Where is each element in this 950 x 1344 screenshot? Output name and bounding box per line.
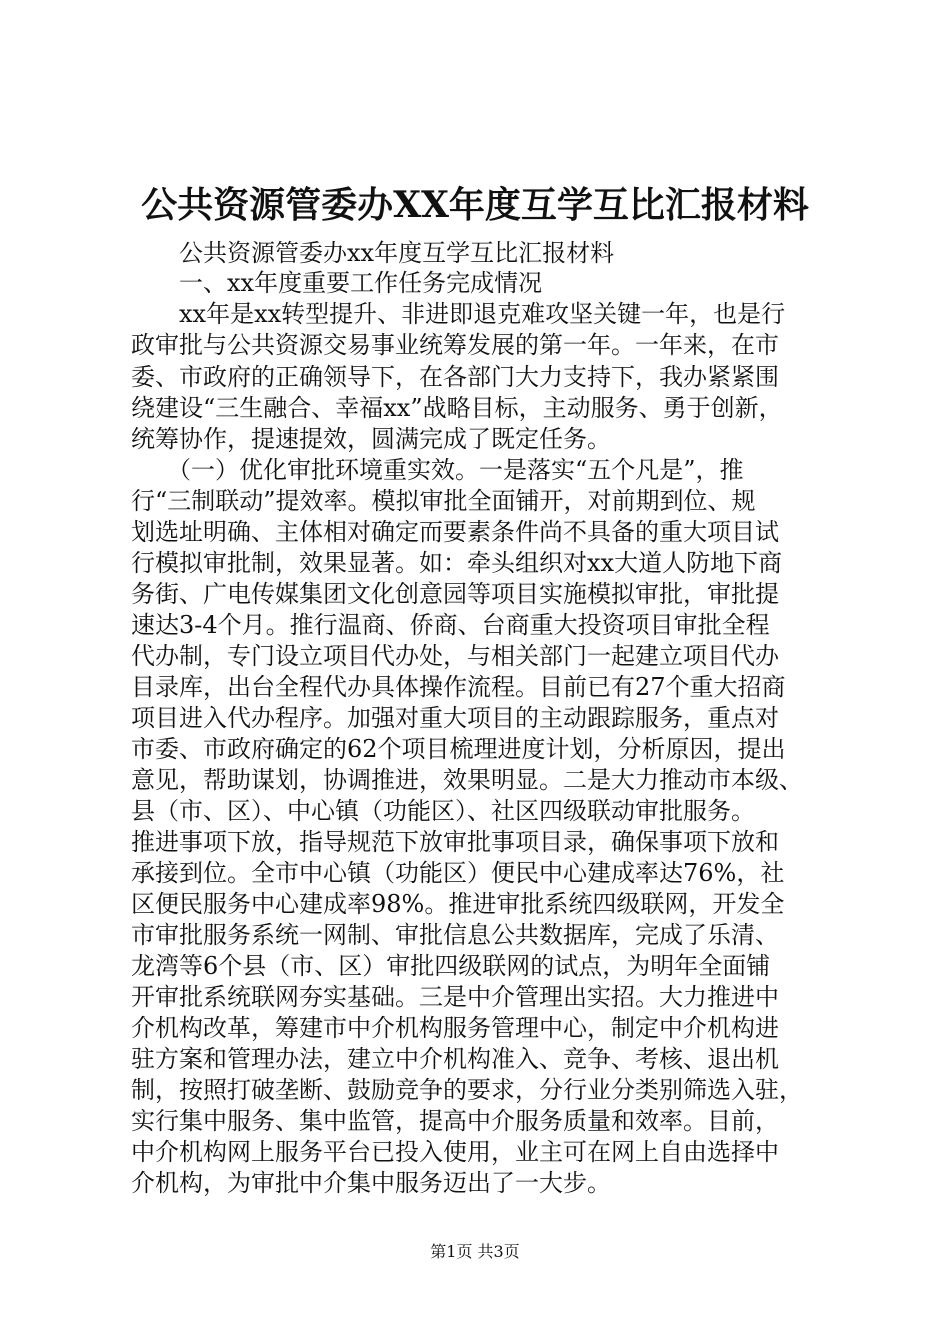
text-line: 推进事项下放，指导规范下放审批事项目录，确保事项下放和 [131, 828, 779, 856]
text-line: 龙湾等6个县（市、区）审批四级联网的试点，为明年全面铺 [131, 952, 771, 980]
text-line: 意见，帮助谋划，协调推进，效果明显。二是大力推动市本级、 [131, 766, 803, 794]
text-line: 委、市政府的正确领导下，在各部门大力支持下，我办紧紧围 [131, 363, 779, 391]
text-line: 政审批与公共资源交易事业统筹发展的第一年。一年来，在市 [131, 331, 779, 359]
text-line: 划选址明确、主体相对确定而要素条件尚不具备的重大项目试 [131, 518, 779, 546]
text-line: 实行集中服务、集中监管，提高中介服务质量和效率。目前， [131, 1107, 779, 1135]
text-line: 介机构改革，筹建市中介机构服务管理中心，制定中介机构进 [131, 1014, 779, 1042]
text-line: 统筹协作，提速提效，圆满完成了既定任务。 [131, 425, 611, 453]
page-number: 第1页 共3页 [430, 1242, 520, 1261]
text-line: 制，按照打破垄断、鼓励竞争的要求，分行业分类别筛选入驻， [131, 1076, 803, 1104]
text-line: 速达3-4个月。推行温商、侨商、台商重大投资项目审批全程 [131, 611, 770, 639]
text-line: 一、xx年度重要工作任务完成情况 [131, 269, 543, 297]
text-line: 行模拟审批制，效果显著。如：牵头组织对xx大道人防地下商 [131, 549, 783, 577]
text-line: 绕建设“三生融合、幸福xx”战略目标，主动服务、勇于创新， [131, 394, 783, 422]
text-line: 区便民服务中心建成率98%。推进审批系统四级联网，开发全 [131, 890, 785, 918]
text-line: 开审批系统联网夯实基础。三是中介管理出实招。大力推进中 [131, 983, 779, 1011]
text-line: 项目进入代办程序。加强对重大项目的主动跟踪服务，重点对 [131, 704, 779, 732]
text-line: （一）优化审批环境重实效。一是落实“五个凡是”，推 [131, 456, 744, 484]
text-line: 市委、市政府确定的62个项目梳理进度计划，分析原因，提出 [131, 735, 786, 763]
text-line: 驻方案和管理办法，建立中介机构准入、竞争、考核、退出机 [131, 1045, 779, 1073]
text-line: 行“三制联动”提效率。模拟审批全面铺开，对前期到位、规 [131, 487, 756, 515]
text-line: xx年是xx转型提升、非进即退克难攻坚关键一年，也是行 [131, 300, 786, 328]
text-line: 介机构，为审批中介集中服务迈出了一大步。 [131, 1169, 611, 1197]
text-line: 代办制，专门设立项目代办处，与相关部门一起建立项目代办 [131, 642, 779, 670]
text-line: 目录库，出台全程代办具体操作流程。目前已有27个重大招商 [131, 673, 786, 701]
text-line: 县（市、区）、中心镇（功能区）、社区四级联动审批服务。 [131, 797, 755, 825]
text-line: 务街、广电传媒集团文化创意园等项目实施模拟审批，审批提 [131, 580, 779, 608]
text-line: 中介机构网上服务平台已投入使用，业主可在网上自由选择中 [131, 1138, 779, 1166]
document-title: 公共资源管委办XX年度互学互比汇报材料 [141, 184, 809, 226]
text-line: 承接到位。全市中心镇（功能区）便民中心建成率达76%，社 [131, 859, 785, 887]
text-line: 公共资源管委办xx年度互学互比汇报材料 [131, 239, 615, 267]
text-line: 市审批服务系统一网制、审批信息公共数据库，完成了乐清、 [131, 921, 779, 949]
